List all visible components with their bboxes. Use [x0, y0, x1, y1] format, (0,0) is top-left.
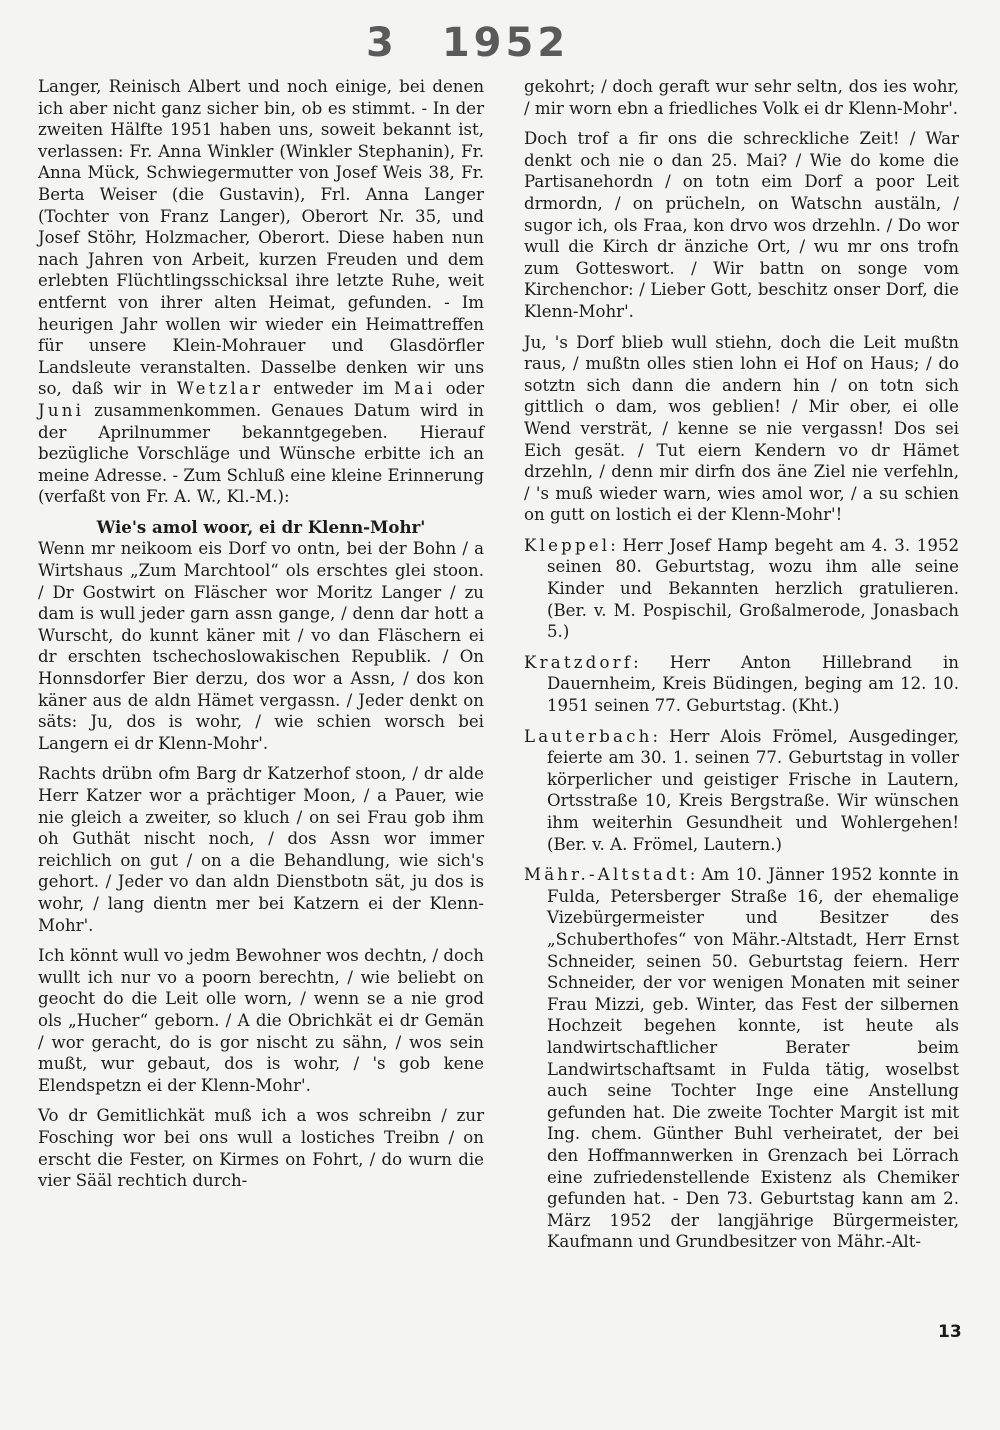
issue-number: 3	[366, 20, 398, 66]
entry-maehr-altstadt: Mähr.-Altstadt: Am 10. Jänner 1952 konnte in Fulda, Petersberger Straße 16, der ehemalige Vizebürgermeister und Besitzer des „Schuberthofes“ von Mähr.-Altstadt, Herr Ernst Schneider, seinen 50. Geburtstag feiern. Herr Schneider, der vor wenigen Monaten mit seiner Frau Mizzi, geb. Winter, das Fest der silbernen Hochzeit begehen konnte, ist heute als landwirtschaftlicher Berater beim Landwirtschaftsamt in Fulda tätig, woselbst auch seine Tochter Inge eine Anstellung gefunden hat. Die zweite Tochter Margit ist mit Ing. chem. Günther Buhl verheiratet, der bei den Hoffmannwerken in Grenzach bei Lörrach eine zufriedenstellende Existenz als Chemiker gefunden hat. - Den 73. Geburtstag kann am 2. März 1952 der langjährige Bürgermeister, Kaufmann und Grundbesitzer von Mähr.-Alt-	[524, 865, 959, 1252]
entry-kleppel: Kleppel: Herr Josef Hamp begeht am 4. 3. 1952 seinen 80. Geburtstag, wozu ihm alle seine Kinder und Bekannten herzlich gratulieren. (Ber. v. M. Pospischil, Großalmerode, Jonasbach 5.)	[524, 535, 959, 642]
city-wetzlar: Wetzlar	[176, 379, 264, 399]
page-number: 13	[938, 1322, 962, 1342]
month-june: Juni	[38, 400, 85, 420]
intro-paragraph: Langer, Reinisch Albert und noch einige, bei denen ich aber nicht ganz sicher bin, ob es stimmt. - In der zweiten Hälfte 1951 haben uns, soweit bekannt ist, verlassen: Fr. Anna Winkler (Winkler Stephanin), Fr. Anna Mück, Schwiegermutter von Josef Weis 38, Fr. Berta Weiser (die Gustavin), Frl. Anna Langer (Tochter von Franz Langer), Oberort Nr. 35, und Josef Stöhr, Holzmacher, Oberort. Diese haben nun nach Jahren von Arbeit, kurzen Freuden und dem erlebten Flüchtlingsschicksal ihre letzte Ruhe, weit entfernt von ihrer alten Heimat, gefunden. - Im heurigen Jahr wollen wir wieder ein Heimattreffen für unsere Klein-Mohrauer und Glasdörfler Landsleute veranstalten. Dasselbe denken wir uns so, daß wir in Wetzlar entweder im Mai oder Juni zusammenkommen. Genaues Datum wird in der Aprilnummer bekanntgegeben. Hierauf bezügliche Vorschläge und Wünsche erbitte ich an meine Adresse. - Zum Schluß eine kleine Erinnerung (verfaßt von Fr. A. W., Kl.-M.):	[38, 77, 485, 507]
left-column	[38, 76, 484, 1201]
poem-stanza-1: Wenn mr neikoom eis Dorf vo ontn, bei der Bohn / a Wirtshaus „Zum Marchtool“ ols erschtes glei stoon. / Dr Gostwirt on Fläscher wor Moritz Langer / zu dam is wull jeder garn assn gange, / denn dar hott a Wurscht, do kunnt käner mit / vo dan Fläschern ei dr erschten tschechoslowakischen Republik. / On Honnsdorfer Bier derzu, dos wor a Assn, / dos kon käner aus de aldn Hämet vergassn. / Jeder denkt on säts: Ju, dos is wohr, / wie schien worsch bei Langern ei dr Klenn-Mohr'.	[38, 539, 484, 753]
poem-stanza-5: Doch trof a fir ons die schreckliche Zeit! / War denkt och nie o dan 25. Mai? / Wie do kome die Partisanehordn / on totn eim Dorf a poor Leit drmordn, / on prücheln, on Watschn austäln, / sugor ich, ols Fraa, kon drvo wos drzehln. / Do wor wull die Kirch dr änziche Ort, / wu mr ons trofn zum Gotteswort. / Wir battn on songe vom Kirchenchor: / Lieber Gott, beschitz onser Dorf, die Klenn-Mohr'.	[524, 129, 959, 321]
poem-stanza-4-cont: gekohrt; / doch geraft wur sehr seltn, dos ies wohr, / mir worn ebn a friedliches Volk ei dr Klenn-Mohr'.	[524, 77, 959, 118]
poem-stanza-3: Ich könnt wull vo jedm Bewohner wos dechtn, / doch wullt ich nur vo a poorn berechtn, / wie beliebt on geocht do die Leit olle worn, / wenn se a nie grod ols „Hucher“ geborn. / A die Obrichkät ei dr Gemän / wor geracht, do is gor nischt zu sähn, / wos sein mußt, wur gebaut, dos is wohr, / 's gob kene Elendspetzn ei der Klenn-Mohr'.	[38, 946, 484, 1095]
issue-stamp	[366, 20, 569, 66]
issue-year: 1952	[441, 20, 570, 66]
entry-lauterbach: Lauterbach: Herr Alois Frömel, Ausgedinger, feierte am 30. 1. seinen 77. Geburtstag in voller körperlicher und geistiger Frische in Lautern, Ortsstraße 10, Kreis Bergstraße. Wir wünschen ihm weiterhin Gesundheit und Wohlergehen! (Ber. v. A. Frömel, Lautern.)	[524, 726, 959, 854]
month-may: Mai	[393, 379, 436, 399]
entry-kratzdorf: Kratzdorf: Herr Anton Hillebrand in Dauernheim, Kreis Büdingen, beging am 12. 10. 1951 seinen 77. Geburtstag. (Kht.)	[524, 652, 959, 716]
poem-title: Wie's amol woor, ei dr Klenn-Mohr'	[96, 516, 426, 537]
poem-stanza-6: Ju, 's Dorf blieb wull stiehn, doch die Leit mußtn raus, / mußtn olles stien lohn ei Hof on Haus; / do sotztn sich dann die andern hin / on totn sich gittlich o dam, wos geblien! / Mir ober, ei olle Wend versträt, / kenne se nie vergassn! Dos sei Eich gesät. / Tut eiern Kendern vo dr Hämet drzehln, / denn mir dirfn dos äne Ziel nie verfehln, / 's muß wieder warn, wies amol wor, / a su schien on gutt on lostich ei der Klenn-Mohr'!	[524, 332, 959, 525]
poem-stanza-2: Rachts drübn ofm Barg dr Katzerhof stoon, / dr alde Herr Katzer wor a prächtiger Moon, / a Pauer, wie nie gleich a zweiter, so kluch / on sei Frau gob ihm oh Guthät nischt noch, / dos Assn wor immer reichlich on gut / on a die Behandlung, wie sich's gehort. / Jeder vo dan aldn Dienstbotn sät, ju dos is wohr, / lang dientn mer bei Katzern ei der Klenn-Mohr'.	[38, 764, 484, 935]
right-column	[524, 76, 959, 1262]
poem-stanza-4: Vo dr Gemitlichkät muß ich a wos schreibn / zur Fosching wor bei ons wull a lostiches Treibn / on erscht die Fester, on Kirmes on Fohrt, / do wurn die vier Sääl rechtich durch-	[38, 1106, 484, 1191]
